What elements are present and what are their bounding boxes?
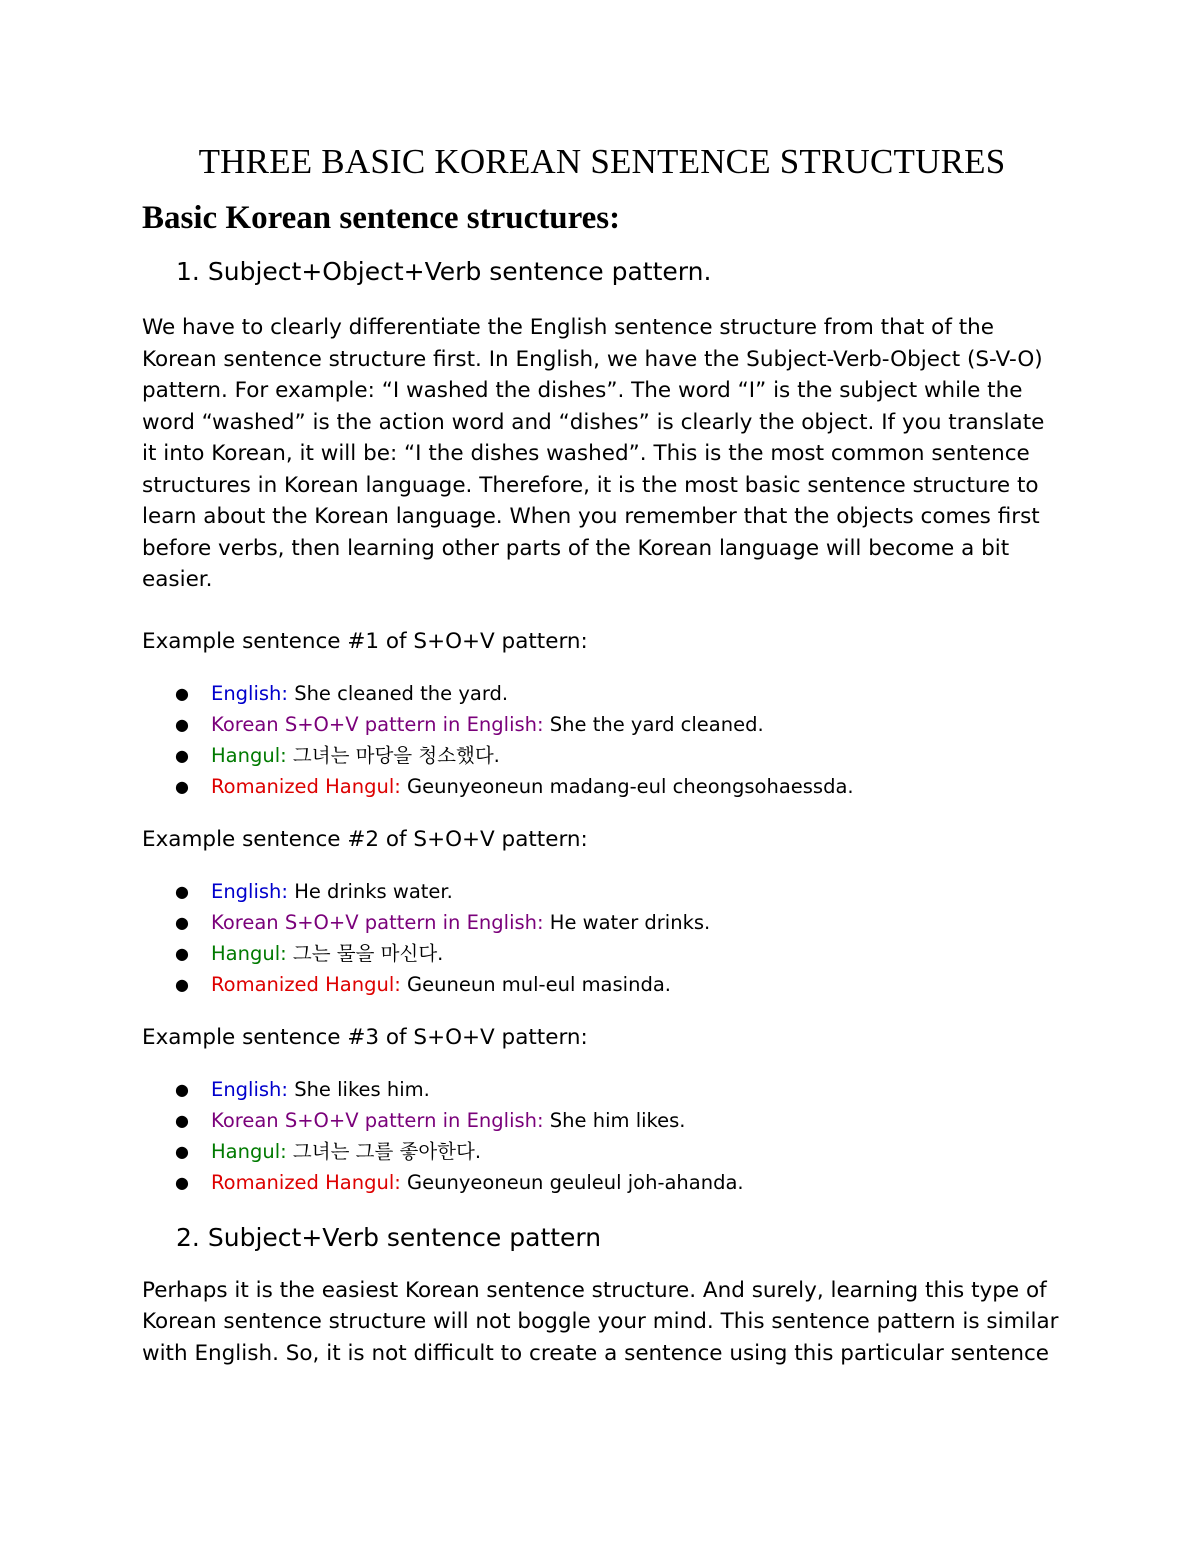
document-content bbox=[142, 140, 1062, 1369]
example-2-list bbox=[142, 876, 1062, 1000]
section-2-heading bbox=[142, 1220, 1062, 1256]
list-item bbox=[142, 907, 1062, 938]
english-sentence: She cleaned the yard. bbox=[294, 681, 509, 705]
bullet-icon: ● bbox=[175, 745, 189, 765]
bullet-icon: ● bbox=[175, 776, 189, 796]
romanized-label: Romanized Hangul: bbox=[211, 972, 401, 996]
bullet-icon: ● bbox=[175, 1141, 189, 1161]
example-3-list bbox=[142, 1074, 1062, 1198]
bullet-icon: ● bbox=[175, 881, 189, 901]
hangul-sentence: 그녀는 마당을 청소했다. bbox=[292, 743, 500, 767]
bullet-icon: ● bbox=[175, 1110, 189, 1130]
list-item bbox=[142, 969, 1062, 1000]
bullet-icon: ● bbox=[175, 943, 189, 963]
hangul-sentence: 그는 물을 마신다. bbox=[292, 941, 444, 965]
section-1-paragraph: We have to clearly differentiate the English sentence structure from that of the Korean sentence structure first. In English, we have the Subject-Verb-Object (S-V-O) pattern. For example: “I washed the dishes”. The word “I” is the subject while the word “washed” is the action word and “dishes” is clearly the object. If you translate it into Korean, it will be: “I the dishes washed”. This is the most common sentence structures in Korean language. Therefore, it is the most basic sentence structure to learn about the Korean language. When you remember that the objects comes first before verbs, then learning other parts of the Korean language will become a bit easier. bbox=[142, 315, 1045, 592]
bullet-icon: ● bbox=[175, 714, 189, 734]
section-1-number: 1. bbox=[176, 257, 200, 286]
romanized-sentence: Geunyeoneun madang-eul cheongsohaessda. bbox=[407, 774, 854, 798]
list-item bbox=[142, 1074, 1062, 1105]
example-2-label: Example sentence #2 of S+O+V pattern: bbox=[142, 826, 588, 852]
document-heading: Basic Korean sentence structures: bbox=[142, 200, 621, 236]
bullet-icon: ● bbox=[175, 1172, 189, 1192]
example-3-label: Example sentence #3 of S+O+V pattern: bbox=[142, 1024, 588, 1050]
list-item bbox=[142, 876, 1062, 907]
english-sentence: He drinks water. bbox=[294, 879, 453, 903]
korean-pattern-sentence: She the yard cleaned. bbox=[549, 712, 764, 736]
list-item bbox=[142, 1105, 1062, 1136]
section-1-heading bbox=[142, 254, 1062, 290]
section-1-title: Subject+Object+Verb sentence pattern. bbox=[207, 257, 712, 286]
list-item bbox=[142, 771, 1062, 802]
list-item bbox=[142, 1136, 1062, 1167]
hangul-label: Hangul: bbox=[211, 743, 287, 767]
romanized-sentence: Geuneun mul-eul masinda. bbox=[407, 972, 671, 996]
english-sentence: She likes him. bbox=[294, 1077, 430, 1101]
romanized-label: Romanized Hangul: bbox=[211, 774, 401, 798]
bullet-icon: ● bbox=[175, 912, 189, 932]
hangul-label: Hangul: bbox=[211, 941, 287, 965]
document-title: THREE BASIC KOREAN SENTENCE STRUCTURES bbox=[198, 142, 1006, 181]
romanized-label: Romanized Hangul: bbox=[211, 1170, 401, 1194]
list-item bbox=[142, 678, 1062, 709]
section-2-number: 2. bbox=[176, 1222, 200, 1252]
korean-pattern-label: Korean S+O+V pattern in English: bbox=[211, 910, 544, 934]
example-1-list bbox=[142, 678, 1062, 802]
romanized-sentence: Geunyeoneun geuleul joh-ahanda. bbox=[407, 1170, 744, 1194]
hangul-sentence: 그녀는 그를 좋아한다. bbox=[292, 1139, 482, 1163]
hangul-label: Hangul: bbox=[211, 1139, 287, 1163]
english-label: English: bbox=[211, 879, 288, 903]
example-1-label: Example sentence #1 of S+O+V pattern: bbox=[142, 628, 588, 654]
list-item bbox=[142, 740, 1062, 771]
english-label: English: bbox=[211, 1077, 288, 1101]
section-2-title: Subject+Verb sentence pattern bbox=[207, 1222, 602, 1252]
list-item bbox=[142, 938, 1062, 969]
bullet-icon: ● bbox=[175, 1079, 189, 1099]
korean-pattern-label: Korean S+O+V pattern in English: bbox=[211, 1108, 544, 1132]
english-label: English: bbox=[211, 681, 288, 705]
list-item bbox=[142, 709, 1062, 740]
korean-pattern-sentence: She him likes. bbox=[549, 1108, 686, 1132]
bullet-icon: ● bbox=[175, 683, 189, 703]
list-item bbox=[142, 1167, 1062, 1198]
section-2-paragraph: Perhaps it is the easiest Korean sentence structure. And surely, learning this type of Korean sentence structure will not boggle your mind. This sentence pattern is similar with English. So, it is not difficult to create a sentence using this particular sentence bbox=[142, 1277, 1059, 1366]
bullet-icon: ● bbox=[175, 974, 189, 994]
korean-pattern-label: Korean S+O+V pattern in English: bbox=[211, 712, 544, 736]
korean-pattern-sentence: He water drinks. bbox=[549, 910, 711, 934]
